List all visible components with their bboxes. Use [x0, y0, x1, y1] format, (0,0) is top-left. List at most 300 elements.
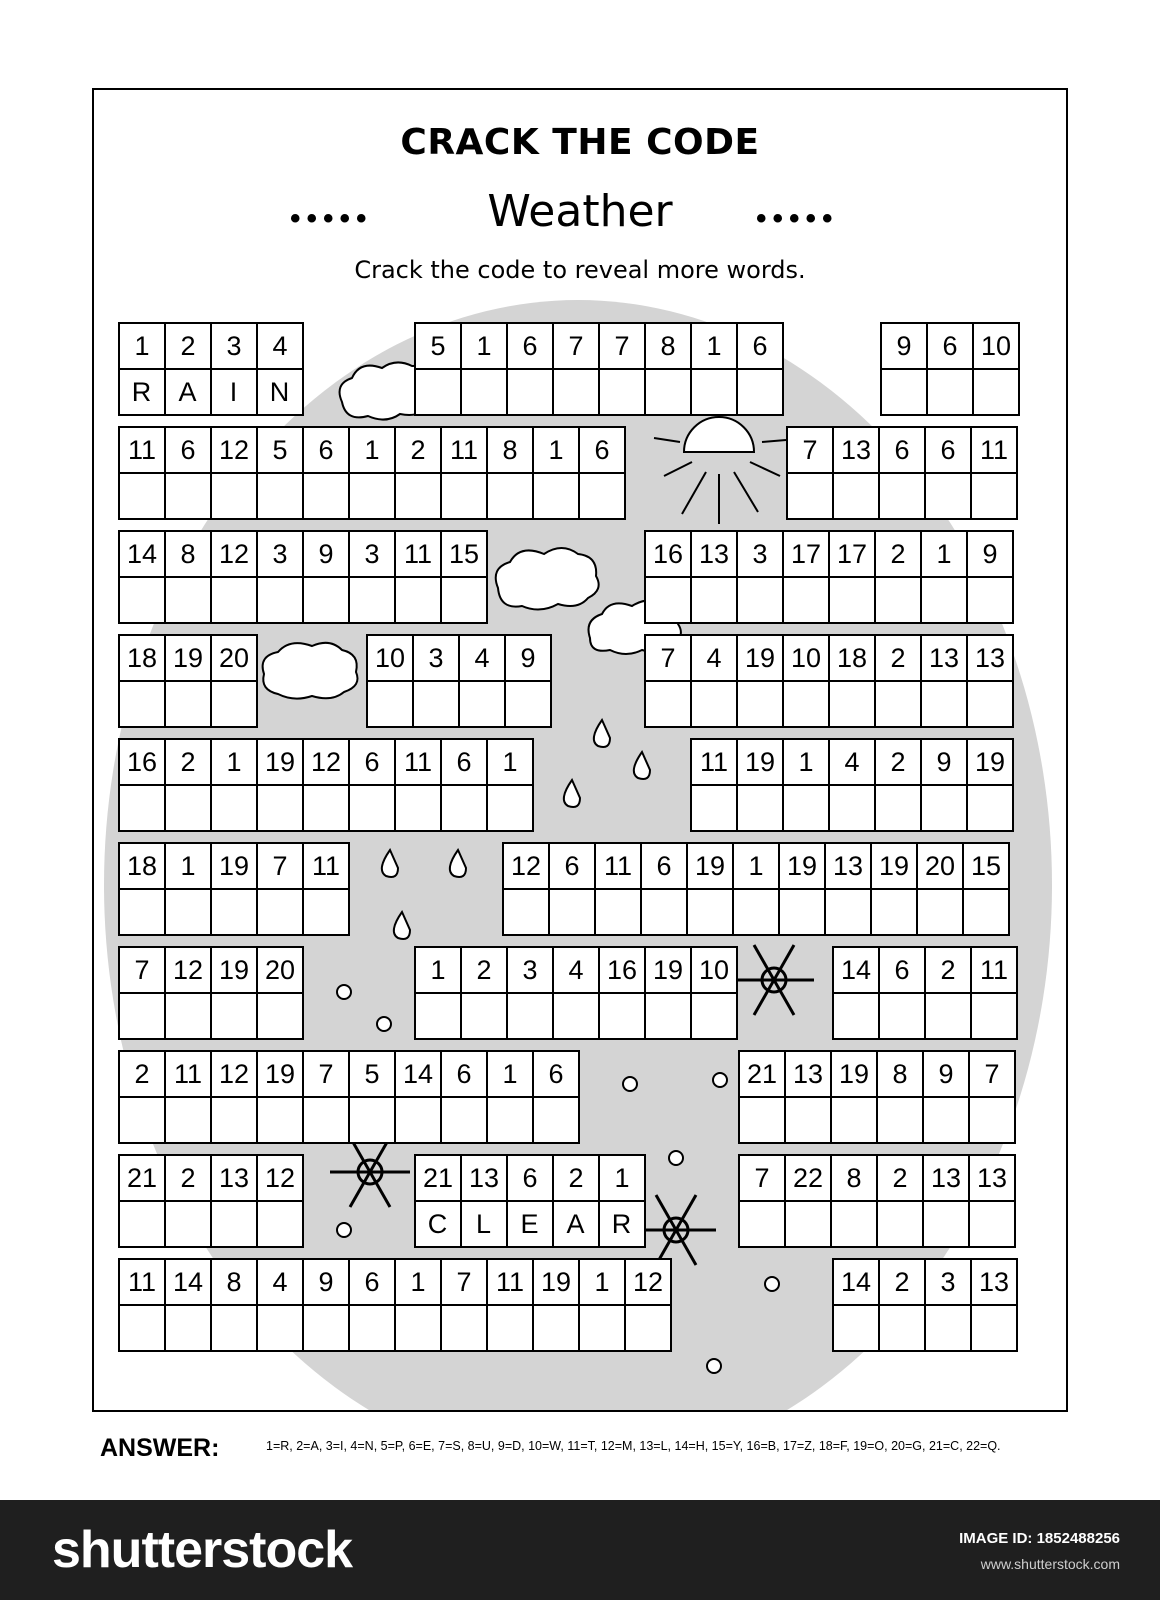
- code-cell: [258, 1260, 304, 1352]
- code-cell: [212, 740, 258, 832]
- code-number: 2: [876, 636, 920, 682]
- answer-letter-box[interactable]: [304, 474, 348, 518]
- answer-letter-box[interactable]: [350, 1306, 394, 1350]
- answer-letter-box[interactable]: [120, 1098, 164, 1142]
- answer-letter-box[interactable]: [692, 994, 736, 1038]
- code-number: 1: [534, 428, 578, 474]
- answer-letter-box[interactable]: [784, 578, 828, 622]
- code-number: 13: [972, 1260, 1016, 1306]
- answer-letter-box[interactable]: [788, 474, 832, 518]
- answer-letter-box[interactable]: [834, 1306, 878, 1350]
- answer-letter-box[interactable]: [786, 1202, 830, 1246]
- answer-letter-box[interactable]: [692, 370, 736, 414]
- answer-letter-box[interactable]: [488, 786, 532, 830]
- puzzle-title: CRACK THE CODE: [400, 122, 760, 163]
- code-cell: [972, 428, 1018, 520]
- answer-letter-box[interactable]: [396, 1306, 440, 1350]
- code-number: 6: [442, 1052, 486, 1098]
- image-id: IMAGE ID: 1852488256: [959, 1530, 1120, 1547]
- code-cell: [964, 844, 1010, 936]
- answer-letter-box[interactable]: [928, 370, 972, 414]
- answer-letter-box[interactable]: [120, 890, 164, 934]
- answer-letter-box[interactable]: [304, 786, 348, 830]
- answer-letter-box[interactable]: [922, 578, 966, 622]
- code-cell: [212, 532, 258, 624]
- answer-letter-box[interactable]: [740, 1202, 784, 1246]
- code-number: 1: [922, 532, 966, 578]
- answer-letter-box[interactable]: [258, 1098, 302, 1142]
- answer-letter-box[interactable]: [878, 1098, 922, 1142]
- code-number: 2: [880, 1260, 924, 1306]
- answer-letter-box[interactable]: [550, 890, 594, 934]
- code-number: 20: [918, 844, 962, 890]
- code-word: [118, 738, 534, 832]
- answer-label: ANSWER:: [100, 1434, 220, 1462]
- code-number: 21: [416, 1156, 460, 1202]
- answer-letter-box[interactable]: [258, 1202, 302, 1246]
- answer-letter-box[interactable]: [304, 1098, 348, 1142]
- code-number: 6: [508, 1156, 552, 1202]
- answer-letter-box[interactable]: [968, 578, 1012, 622]
- code-number: 6: [508, 324, 552, 370]
- answer-letter-box[interactable]: [258, 786, 302, 830]
- code-cell: [212, 1260, 258, 1352]
- answer-letter-box[interactable]: [926, 474, 970, 518]
- answer-letter-box[interactable]: [506, 682, 550, 726]
- answer-letter-box[interactable]: [396, 786, 440, 830]
- answer-letter-box[interactable]: [212, 1202, 256, 1246]
- code-number: 14: [120, 532, 164, 578]
- answer-letter-box[interactable]: [120, 1306, 164, 1350]
- answer-letter-box[interactable]: [416, 994, 460, 1038]
- code-cell: [304, 428, 350, 520]
- answer-letter-box[interactable]: [876, 786, 920, 830]
- answer-letter-box[interactable]: [880, 994, 924, 1038]
- answer-letter-box[interactable]: [970, 1098, 1014, 1142]
- answer-letter-box[interactable]: [880, 1306, 924, 1350]
- code-cell: [550, 844, 596, 936]
- answer-letter-box[interactable]: [872, 890, 916, 934]
- code-word: [644, 530, 1014, 624]
- code-number: 6: [738, 324, 782, 370]
- code-number: 1: [396, 1260, 440, 1306]
- answer-letter-box[interactable]: [554, 370, 598, 414]
- answer-letter-box[interactable]: [396, 1098, 440, 1142]
- code-number: 12: [504, 844, 548, 890]
- code-number: 2: [876, 532, 920, 578]
- answer-letter-box[interactable]: [212, 1306, 256, 1350]
- code-word: [690, 738, 1014, 832]
- answer-letter-box[interactable]: [304, 890, 348, 934]
- answer-letter-box[interactable]: [880, 474, 924, 518]
- code-cell: [166, 1052, 212, 1144]
- answer-letter-box[interactable]: [120, 786, 164, 830]
- code-number: 4: [692, 636, 736, 682]
- code-number: 14: [396, 1052, 440, 1098]
- answer-letter-box[interactable]: [924, 1098, 968, 1142]
- code-cell: [462, 1156, 508, 1248]
- answer-letter-box[interactable]: [734, 890, 778, 934]
- code-cell: [508, 1156, 554, 1248]
- answer-letter-box[interactable]: [212, 474, 256, 518]
- answer-letter-box[interactable]: [462, 994, 506, 1038]
- code-number: 4: [830, 740, 874, 786]
- code-cell: [738, 324, 784, 416]
- instruction-text: Crack the code to reveal more words.: [354, 256, 806, 284]
- code-cell: [692, 948, 738, 1040]
- answer-letter-box[interactable]: [580, 474, 624, 518]
- code-cell: [784, 740, 830, 832]
- code-number: 6: [926, 428, 970, 474]
- answer-letter-box[interactable]: [258, 578, 302, 622]
- code-number: 12: [258, 1156, 302, 1202]
- answer-letter-box[interactable]: E: [520, 1208, 540, 1239]
- answer-letter-box[interactable]: [166, 1306, 210, 1350]
- code-cell: [600, 948, 646, 1040]
- answer-letter-box[interactable]: [972, 994, 1016, 1038]
- code-number: 3: [258, 532, 302, 578]
- code-cell: [554, 948, 600, 1040]
- answer-letter-box[interactable]: [166, 474, 210, 518]
- answer-letter-box[interactable]: [964, 890, 1008, 934]
- answer-letter-box[interactable]: [120, 578, 164, 622]
- answer-letter-box[interactable]: [786, 1098, 830, 1142]
- answer-letter-box[interactable]: [488, 474, 532, 518]
- answer-letter-box[interactable]: [596, 890, 640, 934]
- watermark-footer: [0, 1500, 1160, 1600]
- code-number: 6: [304, 428, 348, 474]
- answer-letter-box[interactable]: I: [229, 376, 239, 407]
- code-cell: [212, 428, 258, 520]
- answer-letter-box[interactable]: [974, 370, 1018, 414]
- code-number: 11: [304, 844, 348, 890]
- answer-letter-box[interactable]: [120, 994, 164, 1038]
- code-number: 7: [120, 948, 164, 994]
- code-number: 19: [780, 844, 824, 890]
- answer-letter-box[interactable]: [442, 786, 486, 830]
- code-number: 14: [834, 948, 878, 994]
- code-cell: [462, 324, 508, 416]
- answer-letter-box[interactable]: [968, 786, 1012, 830]
- answer-letter-box[interactable]: C: [427, 1208, 449, 1239]
- answer-letter-box[interactable]: [166, 1202, 210, 1246]
- answer-letter-box[interactable]: [166, 578, 210, 622]
- code-number: 8: [832, 1156, 876, 1202]
- code-cell: [488, 1052, 534, 1144]
- answer-letter-box[interactable]: [120, 474, 164, 518]
- answer-letter-box[interactable]: [830, 578, 874, 622]
- answer-letter-box[interactable]: [626, 1306, 670, 1350]
- code-word: [502, 842, 1010, 936]
- answer-letter-box[interactable]: [688, 890, 732, 934]
- code-cell: [784, 636, 830, 728]
- answer-letter-box[interactable]: [882, 370, 926, 414]
- code-number: 19: [258, 740, 302, 786]
- code-cell: [830, 532, 876, 624]
- answer-letter-box[interactable]: [646, 994, 690, 1038]
- code-cell: [878, 1052, 924, 1144]
- answer-letter-box[interactable]: [508, 994, 552, 1038]
- code-number: 2: [876, 740, 920, 786]
- answer-letter-box[interactable]: [534, 1306, 578, 1350]
- answer-letter-box[interactable]: [646, 682, 690, 726]
- answer-letter-box[interactable]: [972, 474, 1016, 518]
- code-cell: [350, 1260, 396, 1352]
- answer-letter-box[interactable]: [918, 890, 962, 934]
- code-cell: [166, 532, 212, 624]
- code-number: 3: [508, 948, 552, 994]
- answer-letter-box[interactable]: [368, 682, 412, 726]
- code-cell: [504, 844, 550, 936]
- answer-letter-box[interactable]: [166, 786, 210, 830]
- code-number: 6: [580, 428, 624, 474]
- code-number: 14: [834, 1260, 878, 1306]
- answer-letter-box[interactable]: L: [475, 1208, 493, 1239]
- answer-letter-box[interactable]: [832, 1098, 876, 1142]
- code-number: 22: [786, 1156, 830, 1202]
- answer-letter-box[interactable]: [350, 786, 394, 830]
- code-cell: [442, 1052, 488, 1144]
- answer-letter-box[interactable]: [258, 1306, 302, 1350]
- code-number: 11: [120, 1260, 164, 1306]
- title-dots-left: •••••: [290, 202, 373, 235]
- code-number: 10: [692, 948, 736, 994]
- code-cell: [350, 532, 396, 624]
- code-cell: [258, 532, 304, 624]
- answer-letter-box[interactable]: A: [566, 1208, 586, 1239]
- answer-letter-box[interactable]: [878, 1202, 922, 1246]
- answer-letter-box[interactable]: [350, 474, 394, 518]
- answer-letter-box[interactable]: R: [131, 376, 153, 407]
- code-number: 1: [734, 844, 778, 890]
- code-cell: [488, 740, 534, 832]
- answer-letter-box[interactable]: [924, 1202, 968, 1246]
- answer-letter-box[interactable]: [396, 578, 440, 622]
- answer-letter-box[interactable]: [212, 994, 256, 1038]
- code-cell: [646, 636, 692, 728]
- code-cell: [968, 636, 1014, 728]
- answer-letter-box[interactable]: [738, 682, 782, 726]
- answer-letter-box[interactable]: [534, 1098, 578, 1142]
- answer-letter-box[interactable]: [926, 994, 970, 1038]
- answer-letter-box[interactable]: [414, 682, 458, 726]
- code-cell: [968, 740, 1014, 832]
- answer-letter-box[interactable]: [580, 1306, 624, 1350]
- answer-letter-box[interactable]: [830, 786, 874, 830]
- answer-letter-box[interactable]: [600, 994, 644, 1038]
- code-number: 16: [600, 948, 644, 994]
- answer-letter-box[interactable]: [970, 1202, 1014, 1246]
- code-cell: [120, 532, 166, 624]
- code-cell: [442, 1260, 488, 1352]
- code-word: [118, 322, 304, 416]
- answer-letter-box[interactable]: [876, 682, 920, 726]
- answer-letter-box[interactable]: [442, 474, 486, 518]
- code-cell: [580, 1260, 626, 1352]
- code-cell: [120, 948, 166, 1040]
- code-cell: [120, 1260, 166, 1352]
- answer-letter-box[interactable]: [212, 682, 256, 726]
- code-number: 6: [880, 948, 924, 994]
- code-cell: [534, 1260, 580, 1352]
- code-number: 7: [442, 1260, 486, 1306]
- code-number: 17: [784, 532, 828, 578]
- code-number: 3: [212, 324, 256, 370]
- code-cell: [922, 740, 968, 832]
- code-number: 13: [834, 428, 878, 474]
- answer-letter-box[interactable]: [462, 370, 506, 414]
- answer-letter-box[interactable]: [488, 1098, 532, 1142]
- code-number: 12: [626, 1260, 670, 1306]
- answer-letter-box[interactable]: [692, 786, 736, 830]
- code-word: [786, 426, 1018, 520]
- code-cell: [600, 324, 646, 416]
- code-cell: [166, 1260, 212, 1352]
- code-cell: [212, 324, 258, 416]
- answer-letter-box[interactable]: [922, 786, 966, 830]
- answer-letter-box[interactable]: [646, 578, 690, 622]
- code-cell: [880, 428, 926, 520]
- code-cell: [734, 844, 780, 936]
- code-cell: [688, 844, 734, 936]
- answer-letter-box[interactable]: [508, 370, 552, 414]
- code-number: 15: [442, 532, 486, 578]
- answer-letter-box[interactable]: [212, 578, 256, 622]
- code-number: 8: [212, 1260, 256, 1306]
- code-cell: [258, 948, 304, 1040]
- answer-letter-box[interactable]: [350, 578, 394, 622]
- answer-letter-box[interactable]: [830, 682, 874, 726]
- code-cell: [880, 948, 926, 1040]
- answer-letter-box[interactable]: [460, 682, 504, 726]
- code-number: 12: [212, 1052, 256, 1098]
- code-number: 2: [554, 1156, 598, 1202]
- answer-letter-box[interactable]: [600, 370, 644, 414]
- answer-letter-box[interactable]: [258, 474, 302, 518]
- code-cell: [460, 636, 506, 728]
- answer-letter-box[interactable]: [972, 1306, 1016, 1350]
- answer-letter-box[interactable]: [258, 890, 302, 934]
- answer-letter-box[interactable]: [738, 786, 782, 830]
- answer-letter-box[interactable]: A: [178, 376, 198, 407]
- code-word: [832, 946, 1018, 1040]
- answer-letter-box[interactable]: [350, 1098, 394, 1142]
- answer-letter-box[interactable]: [642, 890, 686, 934]
- cloud-icon: [496, 548, 599, 610]
- code-cell: [928, 324, 974, 416]
- code-cell: [600, 1156, 646, 1248]
- answer-letter-box[interactable]: [826, 890, 870, 934]
- answer-letter-box[interactable]: [738, 578, 782, 622]
- answer-letter-box[interactable]: [166, 890, 210, 934]
- code-cell: [830, 636, 876, 728]
- answer-letter-box[interactable]: [784, 786, 828, 830]
- code-word: [644, 634, 1014, 728]
- code-word: [118, 1154, 304, 1248]
- answer-letter-box[interactable]: [304, 578, 348, 622]
- answer-letter-box[interactable]: [554, 994, 598, 1038]
- code-cell: [442, 532, 488, 624]
- code-number: 13: [692, 532, 736, 578]
- code-cell: [488, 428, 534, 520]
- answer-letter-box[interactable]: [504, 890, 548, 934]
- answer-letter-box[interactable]: [834, 994, 878, 1038]
- code-cell: [970, 1052, 1016, 1144]
- answer-letter-box[interactable]: [120, 682, 164, 726]
- code-cell: [534, 428, 580, 520]
- code-cell: [642, 844, 688, 936]
- answer-letter-box[interactable]: [784, 682, 828, 726]
- code-cell: [922, 532, 968, 624]
- answer-letter-box[interactable]: [876, 578, 920, 622]
- answer-letter-box[interactable]: [740, 1098, 784, 1142]
- answer-letter-box[interactable]: [212, 1098, 256, 1142]
- code-number: 18: [830, 636, 874, 682]
- code-cell: [304, 844, 350, 936]
- code-cell: [626, 1260, 672, 1352]
- answer-letter-box[interactable]: [396, 474, 440, 518]
- code-cell: [788, 428, 834, 520]
- answer-letter-box[interactable]: [442, 578, 486, 622]
- answer-letter-box[interactable]: [212, 786, 256, 830]
- answer-letter-box[interactable]: [120, 1202, 164, 1246]
- answer-letter-box[interactable]: [832, 1202, 876, 1246]
- code-cell: [304, 1052, 350, 1144]
- answer-letter-box[interactable]: [968, 682, 1012, 726]
- code-cell: [120, 636, 166, 728]
- code-number: 8: [488, 428, 532, 474]
- cloud-icon: [263, 643, 358, 699]
- answer-letter-box[interactable]: [304, 1306, 348, 1350]
- code-number: 17: [830, 532, 874, 578]
- code-cell: [350, 740, 396, 832]
- code-cell: [968, 532, 1014, 624]
- code-number: 16: [646, 532, 690, 578]
- answer-letter-box[interactable]: [738, 370, 782, 414]
- answer-letter-box[interactable]: [488, 1306, 532, 1350]
- answer-letter-box[interactable]: [166, 1098, 210, 1142]
- answer-letter-box[interactable]: [258, 994, 302, 1038]
- answer-letter-box[interactable]: [442, 1306, 486, 1350]
- answer-letter-box[interactable]: [692, 578, 736, 622]
- answer-letter-box[interactable]: [922, 682, 966, 726]
- code-cell: [692, 636, 738, 728]
- code-number: 11: [396, 740, 440, 786]
- answer-letter-box[interactable]: [834, 474, 878, 518]
- code-cell: [258, 740, 304, 832]
- code-cell: [120, 740, 166, 832]
- answer-letter-box[interactable]: [692, 682, 736, 726]
- code-number: 9: [922, 740, 966, 786]
- code-word: [118, 1258, 672, 1352]
- code-cell: [926, 948, 972, 1040]
- code-cell: [120, 1156, 166, 1248]
- answer-letter-box[interactable]: [780, 890, 824, 934]
- answer-letter-box[interactable]: N: [269, 376, 291, 407]
- answer-letter-box[interactable]: [166, 994, 210, 1038]
- answer-letter-box[interactable]: [212, 890, 256, 934]
- answer-letter-box[interactable]: [646, 370, 690, 414]
- code-cell: [738, 636, 784, 728]
- answer-letter-box[interactable]: [534, 474, 578, 518]
- answer-letter-box[interactable]: [442, 1098, 486, 1142]
- code-cell: [926, 428, 972, 520]
- code-cell: [646, 532, 692, 624]
- answer-letter-box[interactable]: [926, 1306, 970, 1350]
- answer-letter-box[interactable]: [416, 370, 460, 414]
- answer-letter-box[interactable]: R: [611, 1208, 633, 1239]
- answer-letter-box[interactable]: [166, 682, 210, 726]
